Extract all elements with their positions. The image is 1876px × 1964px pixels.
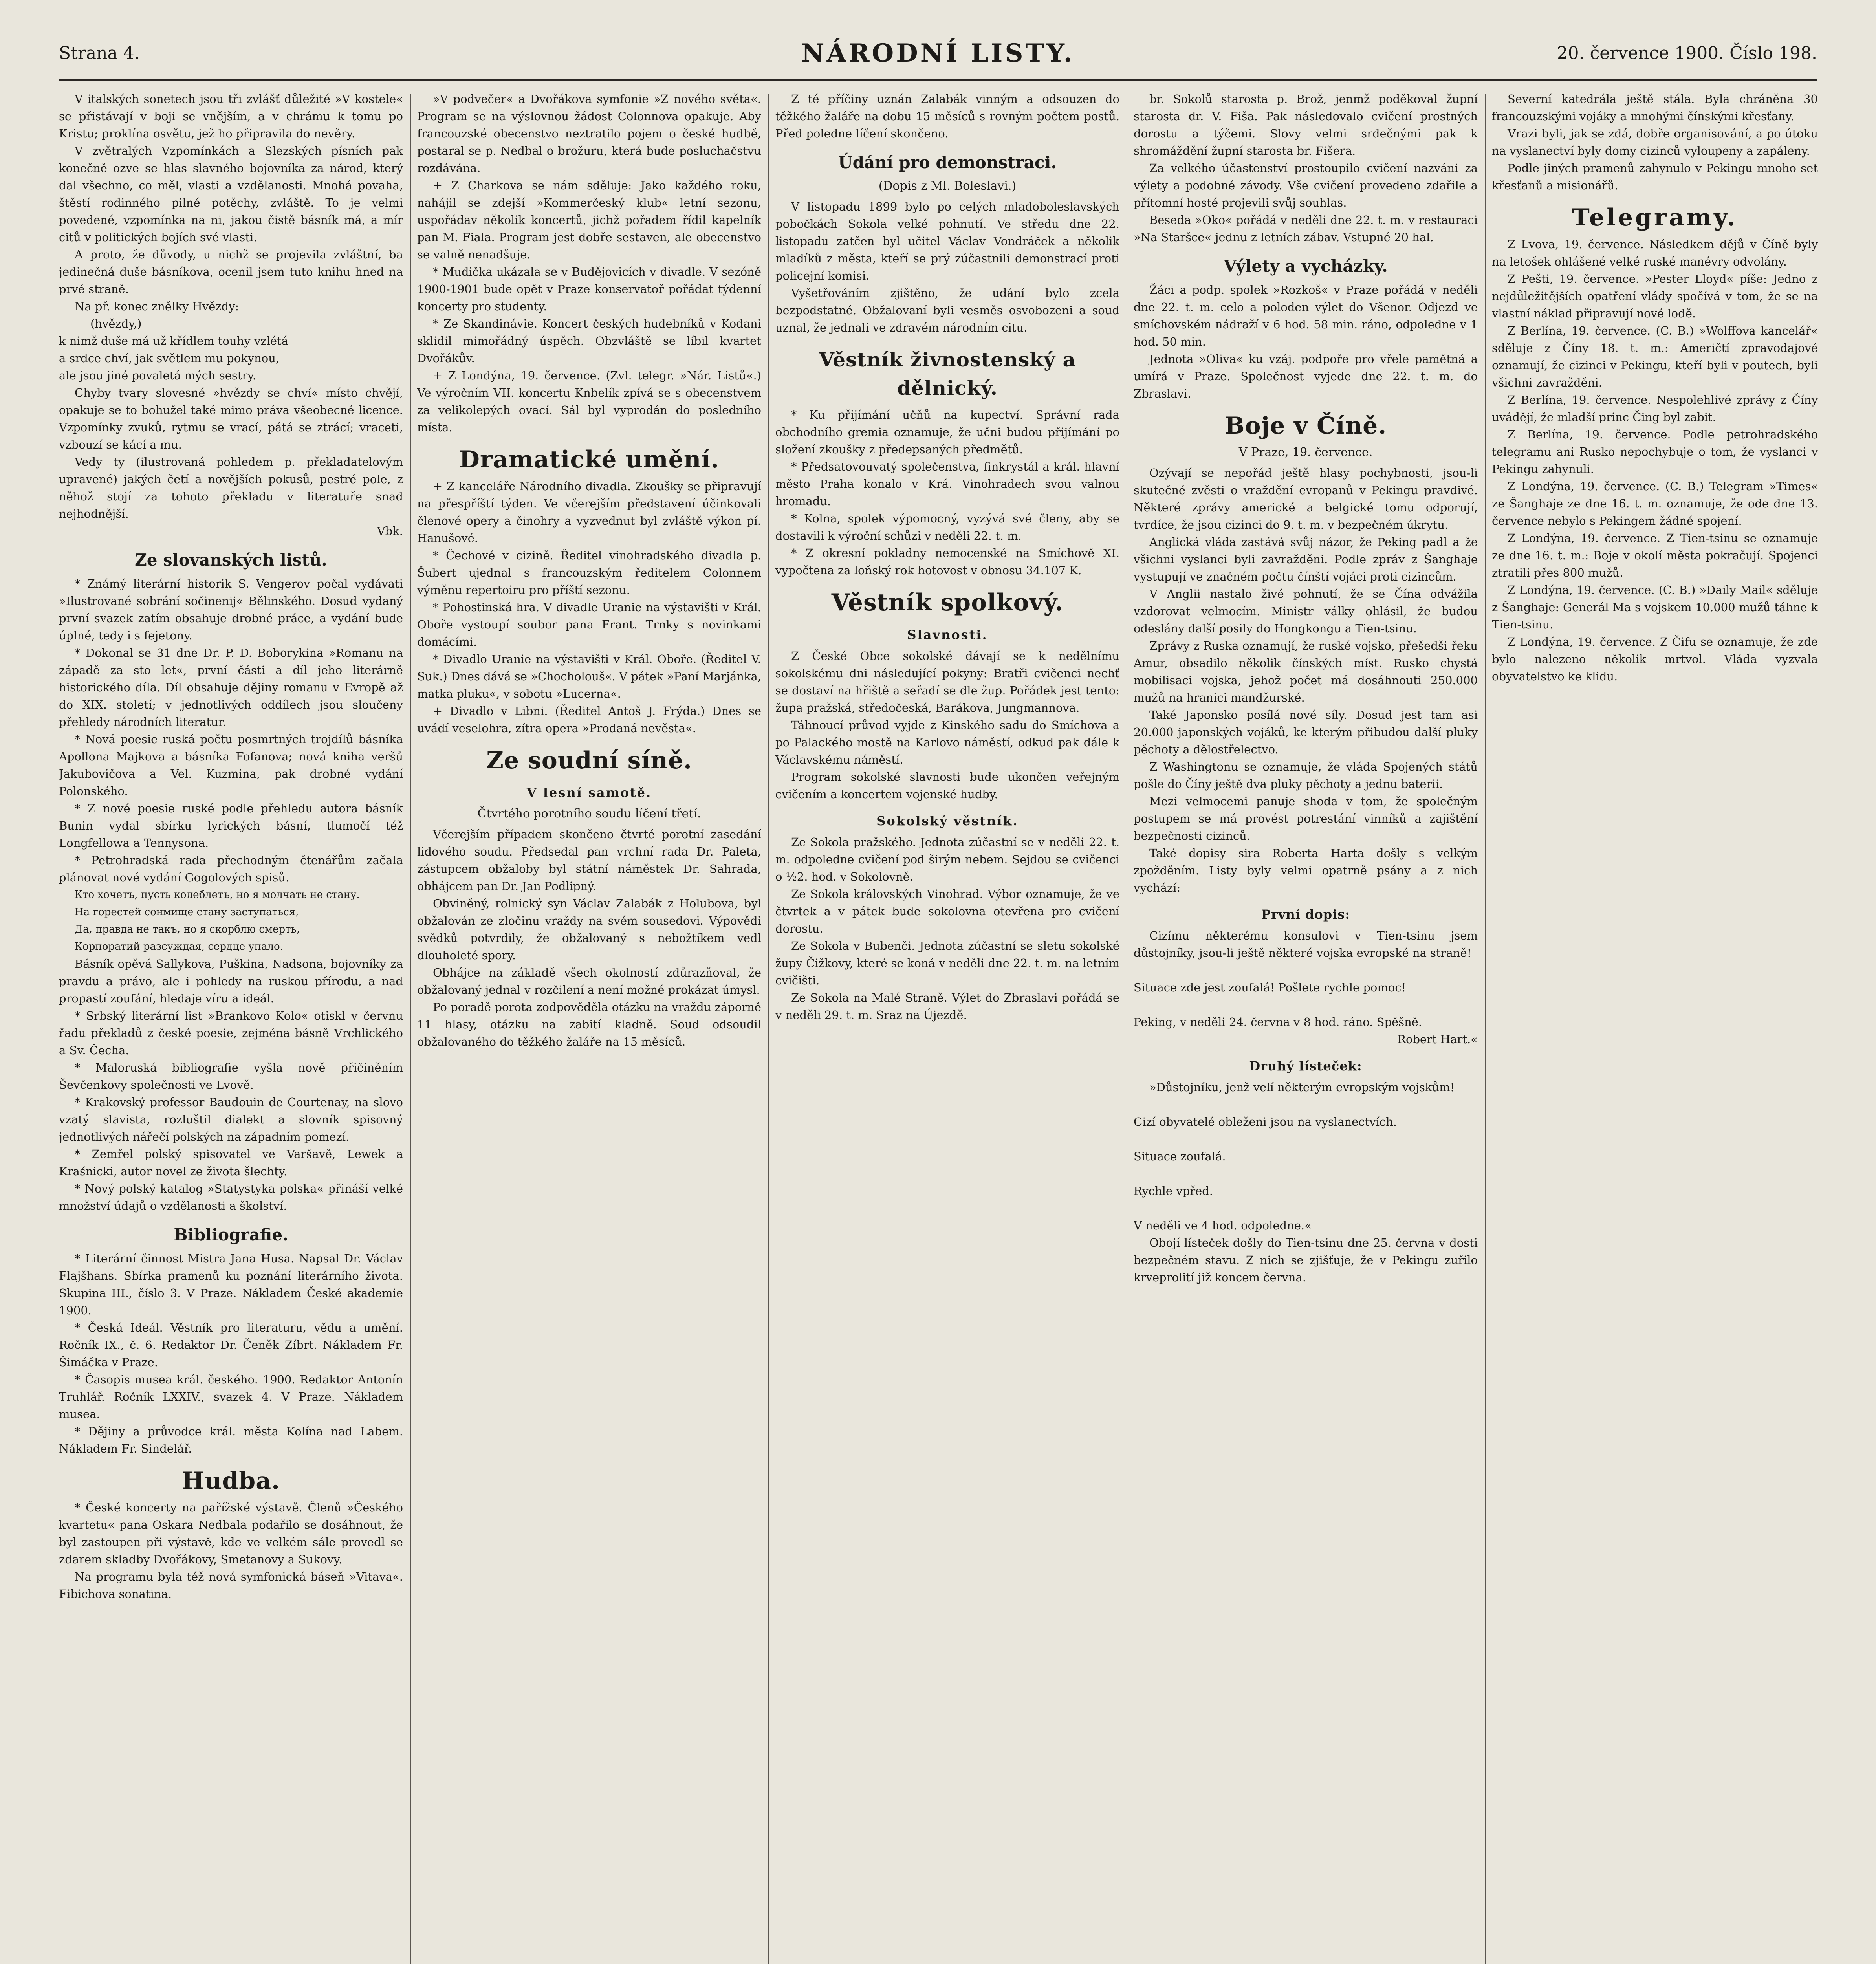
article-paragraph: * Mudička ukázala se v Budějovicích v divadle. V sezóně 1900-1901 bude opět v Praze konservatoř pořádat týdenní koncerty pro studenty. bbox=[417, 265, 761, 313]
article-paragraph: Ozývají se nepořád ještě hlasy pochybnosti, jsou-li skutečné zvěsti o vraždění evropanů v Pekingu pravdivé. Některé zprávy americké a belgické tomu odporují, tvrdíce, že jsou cizinci do 9. t. m. v bezpečném úkrytu. bbox=[1134, 466, 1478, 531]
article-paragraph: Z České Obce sokolské dávají se k nedělnímu sokolskému dni následující pokyny: Bratři cvičenci nechť se dostaví na hřiště a seřadí se dle žup. Pořádek jest tento: župa pražská, středočeská, Barákova, Jungmannova. bbox=[775, 649, 1119, 715]
article-paragraph: Včerejším případem skončeno čtvrté porotní zasedání lidového soudu. Předsedal pan vrchní rada Dr. Paleta, zástupcem obžaloby byl státní náměstek Dr. Sahrada, obhájcem pan Dr. Jan Podlipný. bbox=[417, 828, 761, 893]
article-paragraph: br. Sokolů starosta p. Brož, jenmž poděkoval župní starosta dr. V. Fiša. Pak následovalo cvičení prostných dorostu a týčemi. Slovy velmi srdečnými pak k shromáždění župní starosta br. Fišera. bbox=[1134, 92, 1478, 158]
article-paragraph: * Ku přijímání učňů na kupectví. Správní rada obchodního gremia oznamuje, že učni budou přijímání po složení zkoušky z předepsaných předmětů. bbox=[775, 408, 1119, 456]
article-paragraph: Ze Sokola pražského. Jednota zúčastní se v neděli 22. t. m. odpoledne cvičení pod širým nebem. Sejdou se cvičenci o ½2. hod. v Sokolovně. bbox=[775, 835, 1119, 883]
column-divider bbox=[768, 94, 769, 1964]
article-paragraph: V listopadu 1899 bylo po celých mladoboleslavských pobočkách Sokola velké pohnutí. Ve středu dne 22. listopadu zatčen byl učitel Václav Vondráček a několik mladíků z města, kteří se prý zúčastnili demonstrací proti policejní komisi. bbox=[775, 200, 1119, 282]
column-4 bbox=[1134, 90, 1478, 1964]
article-paragraph: V italských sonetech jsou tři zvlášť důležité »V kostele« se přistávají v boji se vnějším, a v chrámu k tomu po Kristu; proklína osvětu, jež ho připravila do nevěry. bbox=[59, 92, 403, 140]
section-heading: Údání pro demonstraci. bbox=[838, 153, 1057, 172]
section-heading: Sokolský věstník. bbox=[876, 813, 1019, 828]
article-paragraph: Také Japonsko posílá nové síly. Dosud jest tam asi 20.000 japonských vojáků, ke kterým přibudou další pluky pěchoty a dělostřelectvo. bbox=[1134, 708, 1478, 756]
article-paragraph: * Nová poesie ruská počtu posmrtných trojdílů básníka Apollona Majkova a básníka Fofanova; nová kniha veršů Jakubovičova a Vel. Kuzmina, pak drobné vydání Polonského. bbox=[59, 733, 403, 798]
article-heading: V lesní samotě. bbox=[526, 785, 652, 800]
telegram: Z Pešti, 19. července. »Pester Lloyd« píše: Jedno z nejdůležitějších opatření vlády spočívá v tom, že se na vlastní náklad připravují nové lodě. bbox=[1492, 272, 1818, 320]
article-paragraph: Anglická vláda zastává svůj názor, že Peking padl a že všichni vyslanci byli zavražděni. Podle zpráv z Šanghaje vystupují ve značném počtu čínští vojáci proti cizincům. bbox=[1134, 535, 1478, 583]
article-paragraph: * Zemřel polský spisovatel ve Varšavě, Lewek a Kraśnicki, autor novel ze života šlechty. bbox=[59, 1147, 403, 1178]
article-paragraph: Básník opěvá Sallykova, Puškina, Nadsona, bojovníky za pravdu a právo, ale i pohledy na ruskou přírodu, a nad propastí zoufání, hledaje víru a ideál. bbox=[59, 957, 403, 1005]
article-paragraph: Ze Sokola královských Vinohrad. Výbor oznamuje, že ve čtvrtek a v pátek bude sokolovna otevřena pro cvičení dorostu. bbox=[775, 887, 1119, 935]
section-heading: Hudba. bbox=[182, 1467, 280, 1495]
article-paragraph: Mezi velmocemi panuje shoda v tom, že společným postupem se má provést potrestání vinníků a zajištění bezpečnosti cizinců. bbox=[1134, 795, 1478, 843]
russian-quote: Кто хочетъ, пусть колеблетъ, но я молчать не стану. На горестей сонмище стану заступаться, Да, правда не такъ, но я скорблю смерть, Корпоратий разсуждая, сердце упало. bbox=[75, 889, 360, 953]
letter-signature: Robert Hart.« bbox=[1397, 1033, 1478, 1046]
article-paragraph: * Maloruská bibliografie vyšla nově přičiněním Ševčenkovy společnosti ve Lvově. bbox=[59, 1061, 403, 1092]
article-paragraph: Po poradě porota zodpověděla otázku na vraždu záporně 11 hlasy, otázku na zabití kladně. Soud odsoudil obžalovaného do těžkého žaláře na 15 měsíců. bbox=[417, 1000, 761, 1048]
issue-date: 20. července 1900. Číslo 198. bbox=[1557, 43, 1817, 63]
telegram: Z Berlína, 19. července. (C. B.) »Wolffova kancelář« sděluje z Číny 18. t. m.: Američtí zpravodajové oznamují, že cizinci v Pekingu, kteří byli v poutech, byli všichni zavražděni. bbox=[1492, 324, 1818, 389]
article-paragraph: + Divadlo v Libni. (Ředitel Antoš J. Frýda.) Dnes se uvádí veselohra, zítra opera »Prodaná nevěsta«. bbox=[417, 704, 761, 735]
masthead bbox=[59, 27, 1817, 81]
article-paragraph: Program sokolské slavnosti bude ukončen veřejným cvičením a koncertem vojenské hudby. bbox=[775, 770, 1119, 801]
section-heading: Ze slovanských listů. bbox=[135, 550, 327, 570]
article-paragraph: V Anglii nastalo živé pohnutí, že se Čína odvážila vzdorovat velmocím. Ministr války ohlásil, že budou odeslány další posily do Hongkongu a Tien-tsinu. bbox=[1134, 587, 1478, 635]
poem-excerpt: (hvězdy,) k nimž duše má už křídlem touhy vzlétá a srdce chví, jak světlem mu pokynou, ale jsou jiné povaletá mých sestry. bbox=[59, 317, 288, 382]
telegram: Z Berlína, 19. července. Podle petrohradského telegramu ani Rusko nepochybuje o tom, že vyslanci v Pekingu zahynuli. bbox=[1492, 428, 1818, 476]
article-paragraph: Jednota »Oliva« ku vzáj. podpoře pro vřele pamětná a umírá v Praze. Společnost vyjede dne 22. t. m. do Zbraslavi. bbox=[1134, 352, 1478, 400]
article-paragraph: »V podvečer« a Dvořákova symfonie »Z nového světa«. Program se na výslovnou žádost Colonnova opakuje. Aby francouzské obecenstvo neztratilo pojem o české hudbě, postaral se p. Nedbal o brožuru, která bude posluchačstvu rozdávána. bbox=[417, 92, 761, 175]
bibliography-entry: * Dějiny a průvodce král. města Kolína nad Labem. Nákladem Fr. Sindelář. bbox=[59, 1425, 403, 1455]
article-paragraph: * Nový polský katalog »Statystyka polska« přináší velké množství údajů o vzdělanosti a školství. bbox=[59, 1182, 403, 1213]
article-paragraph: Severní katedrála ještě stála. Byla chráněna 30 francouzskými vojáky a mnohými čínskými křesťany. bbox=[1492, 92, 1818, 123]
article-heading: Slavnosti. bbox=[907, 627, 988, 642]
article-paragraph: Obhájce na základě všech okolností zdůrazňoval, že obžalovaný jednal v rozčilení a není možné prokázat úmysl. bbox=[417, 966, 761, 997]
bibliography-entry: * Česká Ideál. Věstník pro literaturu, vědu a umění. Ročník IX., č. 6. Redaktor Dr. Čeněk Zíbrt. Nákladem Fr. Šimáčka v Praze. bbox=[59, 1321, 403, 1369]
article-paragraph: + Z Londýna, 19. července. (Zvl. telegr. »Nár. Listů«.) Ve výročním VII. koncertu Knbelík zpívá se s obecenstvem za velikolepých ovací. Sál byl vyprodán do posledního místa. bbox=[417, 369, 761, 434]
article-paragraph: Beseda »Oko« pořádá v neděli dne 22. t. m. v restauraci »Na Staršce« jednu z letních zábav. Vstupné 20 hal. bbox=[1134, 213, 1478, 244]
article-paragraph: Žáci a podp. spolek »Rozkoš« v Praze pořádá v neděli dne 22. t. m. celo a poloden výlet do Všenor. Odjezd ve smíchovském nádraží v 6 hod. 58 min. ráno, odpoledne v 1 hod. 50 min. bbox=[1134, 283, 1478, 348]
article-paragraph: Obojí lísteček došly do Tien-tsinu dne 25. června v dosti bezpečném stavu. Z nich se zjišťuje, že v Pekingu zuřilo krveprolití již koncem června. bbox=[1134, 1236, 1478, 1284]
column-3 bbox=[775, 90, 1119, 1964]
article-paragraph: Obviněný, rolnický syn Václav Zalabák z Holubova, byl obžalován ze zločinu vraždy na svém sousedovi. Výpovědi svědků potvrdily, že obžalovaný s nebožtíkem vedl dlouholeté spory. bbox=[417, 897, 761, 962]
article-paragraph: Z Washingtonu se oznamuje, že vláda Spojených států pošle do Číny ještě dva pluky pěchoty a jednu baterii. bbox=[1134, 760, 1478, 791]
page-number: Strana 4. bbox=[59, 43, 140, 63]
article-paragraph: * Čechové v cizině. Ředitel vinohradského divadla p. Šubert ujednal s francouzským ředitelem Colonnem výměnu repertoiru pro příští sezonu. bbox=[417, 549, 761, 597]
column-5 bbox=[1492, 90, 1818, 1964]
letter-text: »Důstojníku, jenž velí některým evropským vojskům! Cizí obyvatelé obleženi jsou na vyslanectvích. Situace zoufalá. Rychle vpřed. V neděli ve 4 hod. odpoledne.« bbox=[1134, 1081, 1455, 1232]
article-paragraph: * Krakovský professor Baudouin de Courtenay, na slovo vzatý slavista, rozluštil dialekt a slovník spisovný jednotlivých nářečí polských na západním pomezí. bbox=[59, 1096, 403, 1143]
telegram: Z Londýna, 19. července. (C. B.) »Daily Mail« sděluje z Šanghaje: Generál Ma s vojskem 10.000 mužů táhne k Tien-tsinu. bbox=[1492, 583, 1818, 631]
section-heading: Boje v Číně. bbox=[1224, 412, 1387, 440]
section-heading: Bibliografie. bbox=[174, 1225, 288, 1244]
telegram: Z Londýna, 19. července. Z Tien-tsinu se oznamuje ze dne 16. t. m.: Boje v okolí města pokračují. Spojenci ztratili přes 800 mužů. bbox=[1492, 531, 1818, 579]
article-paragraph: Podle jiných pramenů zahynulo v Pekingu mnoho set křesťanů a misionářů. bbox=[1492, 161, 1818, 192]
article-paragraph: * Ze Skandinávie. Koncert českých hudebníků v Kodani sklidil mimořádný úspěch. Obzvláště se líbil kvartet Dvořákův. bbox=[417, 317, 761, 365]
author-signature: Vbk. bbox=[377, 524, 403, 538]
section-heading: Dramatické umění. bbox=[459, 446, 720, 473]
telegram: Z Londýna, 19. července. (C. B.) Telegram »Times« ze Šanghaje ze dne 16. t. m. oznamuje, že ode dne 13. července nebylo s Pekingem žádné spojení. bbox=[1492, 480, 1818, 528]
article-subheading: Čtvrtého porotního soudu líčení třetí. bbox=[477, 807, 701, 821]
article-paragraph: * Známý literární historik S. Vengerov počal vydávati »Ilustrované sobrání sočinenij« Bělinského. Dosud vydaný první svazek zatím obsahuje drobné práce, a vydání bude úplné, tedy i s fejetony. bbox=[59, 577, 403, 642]
article-paragraph: Z té příčiny uznán Zalabák vinným a odsouzen do těžkého žaláře na dobu 15 měsíců s rovným počtem postů. Před poledne líčení skončeno. bbox=[775, 92, 1119, 140]
section-heading: Věstník živnostenský a dělnický. bbox=[819, 348, 1076, 399]
article-paragraph: * Z okresní pokladny nemocenské na Smíchově XI. vypočtena za loňský rok hotovost v obnosu 34.107 K. bbox=[775, 546, 1119, 577]
article-paragraph: * Předsatovouvatý společenstva, finkrystál a král. hlavní město Praha konalo v Krá. Vinohradech svou valnou hromadu. bbox=[775, 460, 1119, 508]
article-paragraph: Vedy ty (ilustrovaná pohledem p. překladatelovým upravené) jakých četí a novějších pokusů, pestré pole, z něhož stojí za tohoto překladu v literatuře snad nejhodnější. bbox=[59, 455, 403, 520]
telegram: Z Londýna, 19. července. Z Čifu se oznamuje, že zde bylo nalezeno několik mrtvol. Vláda vyzvala obyvatelstvo ke klidu. bbox=[1492, 635, 1818, 683]
telegram: Z Berlína, 19. července. Nespolehlivé zprávy z Číny uvádějí, že mladší princ Čing byl zabit. bbox=[1492, 393, 1818, 424]
article-paragraph: * Pohostinská hra. V divadle Uranie na výstavišti v Král. Oboře vystoupí soubor pana Frant. Trnky s novinkami domácími. bbox=[417, 601, 761, 649]
column-divider bbox=[410, 94, 411, 1964]
newspaper-title: NÁRODNÍ LISTY. bbox=[801, 38, 1075, 68]
article-paragraph: Za velkého účastenství prostoupilo cvičení nazváni za výlety a podobné závody. Vše cvičení provedeno zdařile a přítomní hosté projevili svůj souhlas. bbox=[1134, 161, 1478, 209]
article-paragraph: * Divadlo Uranie na výstavišti v Král. Oboře. (Ředitel V. Suk.) Dnes dává se »Chocholouš«. V pátek »Paní Marjánka, matka pluku«, v sobotu »Lucerna«. bbox=[417, 652, 761, 700]
article-paragraph: Také dopisy sira Roberta Harta došly s velkým zpožděním. Listy byly velmi opatrně psány a z nich vychází: bbox=[1134, 846, 1478, 894]
article-paragraph: + Z kanceláře Národního divadla. Zkoušky se připravují na přespříští týden. Ve včerejším představení účinkovali členové opery a činohry a vyzvednut byl zvláště výkon pí. Hanušové. bbox=[417, 480, 761, 545]
article-paragraph: Na př. konec znělky Hvězdy: bbox=[75, 300, 239, 313]
article-paragraph: Vrazi byli, jak se zdá, dobře organisování, a po útoku na vyslanectví byly domy cizinců vyloupeny a zapáleny. bbox=[1492, 127, 1818, 158]
article-paragraph: Zprávy z Ruska oznamují, že ruské vojsko, přešedši řeku Amur, obsadilo několik čínských míst. Rusko chystá mobilisaci vojska, jehož počet má dosáhnouti 250.000 mužů na hranici mandžurské. bbox=[1134, 639, 1478, 704]
section-heading: Věstník spolkový. bbox=[831, 589, 1064, 616]
column-2 bbox=[417, 90, 761, 1964]
article-paragraph: Ze Sokola v Bubenči. Jednota zúčastní se sletu sokolské župy Čižkovy, které se koná v neděli dne 22. t. m. na letním cvičišti. bbox=[775, 939, 1119, 987]
article-paragraph: * Dokonal se 31 dne Dr. P. D. Boborykina »Romanu na západě za sto let«, první části a díl jeho literárně historického díla. Díl obsahuje dějiny romanu v Evropě až do XIX. století; v jednotlivých oddílech jsou sloučeny přehledy národních literatur. bbox=[59, 646, 403, 729]
section-heading: Ze soudní síně. bbox=[486, 747, 692, 774]
article-paragraph: Táhnoucí průvod vyjde z Kinského sadu do Smíchova a po Palackého mostě na Karlovo náměstí, odkud pak dále k Václavskému náměstí. bbox=[775, 718, 1119, 766]
article-paragraph: Ze Sokola na Malé Straně. Výlet do Zbraslavi pořádá se v neděli 29. t. m. Sraz na Újezdě. bbox=[775, 991, 1119, 1022]
column-divider bbox=[1485, 94, 1486, 1964]
section-heading: Výlety a vycházky. bbox=[1224, 256, 1388, 276]
article-paragraph: * Z nové poesie ruské podle přehledu autora básník Bunin vydal sbírku lyrických básní, tlumočí též Longfellowa a Tennysona. bbox=[59, 802, 403, 850]
letter-text: Cizímu některému konsulovi v Tien-tsinu jsem důstojníky, jsou-li ještě některé vojska evropské na straně! Situace zde jest zoufalá! Pošlete rychle pomoc! Peking, v neděli 24. června v 8 hod. ráno. Spěšně. bbox=[1134, 929, 1478, 1029]
article-paragraph: Vyšetřováním zjištěno, že udání bylo zcela bezpodstatné. Obžalovaní byli vesměs osvobozeni a soud uznal, že jednali ve zdravém národním citu. bbox=[775, 286, 1119, 334]
article-paragraph: Na programu byla též nová symfonická báseň »Vitava«. Fibichova sonatina. bbox=[59, 1570, 403, 1601]
article-paragraph: A proto, že důvody, u nichž se projevila zvláštní, ba jedinečná duše básníkova, ocenil jsem tuto knihu hned na prvé straně. bbox=[59, 248, 403, 296]
article-paragraph: * Kolna, spolek výpomocný, vyzývá své členy, aby se dostavili k výroční schůzi v neděli 22. t. m. bbox=[775, 512, 1119, 542]
letter-heading: Druhý lísteček: bbox=[1249, 1059, 1362, 1074]
telegram: Z Lvova, 19. července. Následkem dějů v Číně byly na letošek ohlášené velké ruské manévry odvolány. bbox=[1492, 238, 1818, 268]
section-heading: Telegramy. bbox=[1572, 204, 1738, 231]
article-paragraph: V zvětralých Vzpomínkách a Slezských písních pak konečně ozve se hlas slavného bojovníka za národ, který dal všechno, co měl, vlasti a vzdělanosti. Mnohá povaha, štěstí rodinného pilné potěchy, zvláště. To je velmi povedené, vzpomínka na ni, jakou čistě básník má, a mír citů v politických bojích své vlasti. bbox=[59, 144, 403, 244]
article-paragraph: * České koncerty na pařížské výstavě. Členů »Českého kvartetu« pana Oskara Nedbala podařilo se dosáhnout, že byl zastoupen při výstavě, kde ve velkém sále provedl se zdarem skladby Dvořákovy, Smetanovy a Sukovy. bbox=[59, 1501, 403, 1566]
article-dateline: V Praze, 19. července. bbox=[1238, 445, 1373, 459]
article-paragraph: + Z Charkova se nám sděluje: Jako každého roku, nahájil se zdejší »Kommerčeský klub« letní sezonu, uspořádav několik koncertů, jichž pořadem řídil kapelník pan M. Fiala. Program jest dobře sestaven, ale obecenstvo se valně nenadšuje. bbox=[417, 179, 761, 261]
bibliography-entry: * Literární činnost Mistra Jana Husa. Napsal Dr. Václav Flajšhans. Sbírka pramenů ku poznání literárního života. Skupina III., číslo 3. V Praze. Nákladem České akademie 1900. bbox=[59, 1252, 403, 1317]
article-paragraph: * Srbský literární list »Brankovo Kolo« otiskl v červnu řadu překladů z české poesie, zejména básně Vrchlického a Sv. Čecha. bbox=[59, 1009, 403, 1057]
article-paragraph: * Petrohradská rada přechodným čtenářům začala plánovat nové vydání Gogolových spisů. bbox=[59, 854, 403, 884]
letter-heading: První dopis: bbox=[1261, 907, 1350, 922]
article-paragraph: Chyby tvary slovesné »hvězdy se chví« místo chvějí, opakuje se to bohužel také mimo práva všeobecné licence. Vzpomínky zvuků, rytmu se vrací, pátá se ztrácí; vraceti, vzbouzí se kácí a mu. bbox=[59, 386, 403, 451]
bibliography-entry: * Časopis musea král. českého. 1900. Redaktor Antonín Truhlář. Ročník LXXIV., svazek 4. V Praze. Nákladem musea. bbox=[59, 1373, 403, 1421]
article-subheading: (Dopis z Ml. Boleslavi.) bbox=[878, 179, 1017, 193]
column-1 bbox=[59, 90, 403, 1964]
